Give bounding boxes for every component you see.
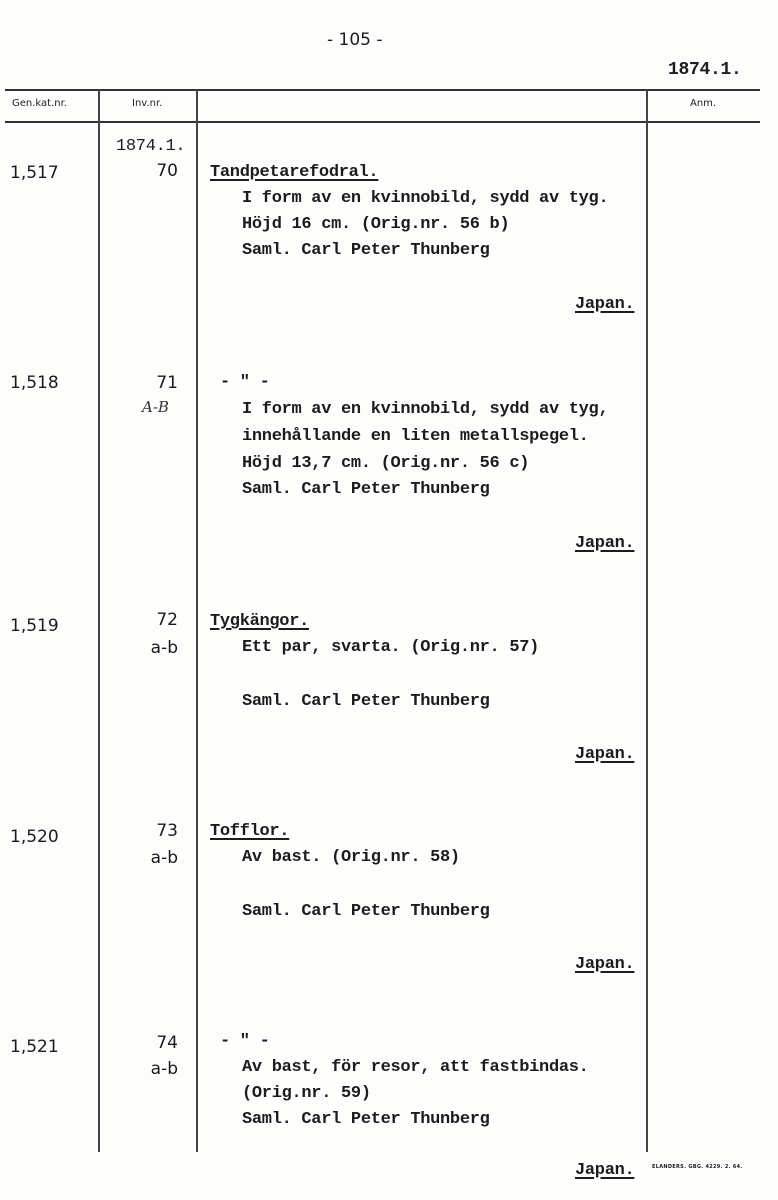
entry-origin: Japan.	[575, 745, 635, 764]
entry-origin: Japan.	[575, 295, 635, 314]
inv-number: 74	[156, 1033, 178, 1053]
gen-kat-number: 1,520	[10, 827, 59, 847]
entry-line: (Orig.nr. 59)	[242, 1084, 371, 1103]
entry-origin: Japan.	[575, 534, 635, 553]
gen-kat-number: 1,521	[10, 1037, 59, 1057]
entry-origin: Japan.	[575, 955, 635, 974]
page-number: - 105 -	[327, 30, 383, 50]
entry-line: Saml. Carl Peter Thunberg	[242, 902, 490, 921]
entry-line: Höjd 16 cm. (Orig.nr. 56 b)	[242, 215, 510, 234]
inv-sub: a-b	[150, 848, 178, 868]
inv-sub-handwritten: A-B	[142, 398, 169, 416]
entry-line: Saml. Carl Peter Thunberg	[242, 692, 490, 711]
column-rule-left	[98, 89, 100, 1152]
gen-kat-number: 1,519	[10, 616, 59, 636]
gen-kat-number: 1,518	[10, 373, 59, 393]
entry-title: Tygkängor.	[210, 612, 310, 631]
header-gen-kat: Gen.kat.nr.	[12, 98, 67, 109]
header-anm: Anm.	[690, 98, 717, 109]
entry-line: Av bast, för resor, att fastbindas.	[242, 1058, 589, 1077]
entry-line: Saml. Carl Peter Thunberg	[242, 1110, 490, 1129]
entry-origin: Japan.	[575, 1161, 635, 1180]
entry-title: Tandpetarefodral.	[210, 163, 379, 182]
entry-title: Tofflor.	[210, 822, 290, 841]
column-rule-middle	[196, 89, 198, 1152]
entry-line: Saml. Carl Peter Thunberg	[242, 480, 490, 499]
inv-number: 70	[156, 161, 178, 181]
entry-line: Saml. Carl Peter Thunberg	[242, 241, 490, 260]
inv-number: 72	[156, 610, 178, 630]
inv-sub: a-b	[150, 638, 178, 658]
printer-imprint: ELANDERS. GBG. 4229. 2. 64.	[652, 1164, 743, 1170]
entry-line: Höjd 13,7 cm. (Orig.nr. 56 c)	[242, 454, 530, 473]
gen-kat-number: 1,517	[10, 163, 59, 183]
entry-line: I form av en kvinnobild, sydd av tyg.	[242, 189, 609, 208]
header-inv: Inv.nr.	[132, 98, 163, 109]
year-mark: 1874.1.	[116, 137, 186, 156]
inv-sub: a-b	[150, 1059, 178, 1079]
entry-line: Ett par, svarta. (Orig.nr. 57)	[242, 638, 540, 657]
entry-title: - " -	[220, 1032, 270, 1051]
year-corner: 1874.1.	[668, 60, 742, 80]
entry-line: innehållande en liten metallspegel.	[242, 427, 589, 446]
entry-title: - " -	[220, 373, 270, 392]
entry-line: I form av en kvinnobild, sydd av tyg,	[242, 400, 609, 419]
inv-number: 71	[156, 373, 178, 393]
entry-line: Av bast. (Orig.nr. 58)	[242, 848, 460, 867]
column-rule-right	[646, 89, 648, 1152]
inv-number: 73	[156, 821, 178, 841]
